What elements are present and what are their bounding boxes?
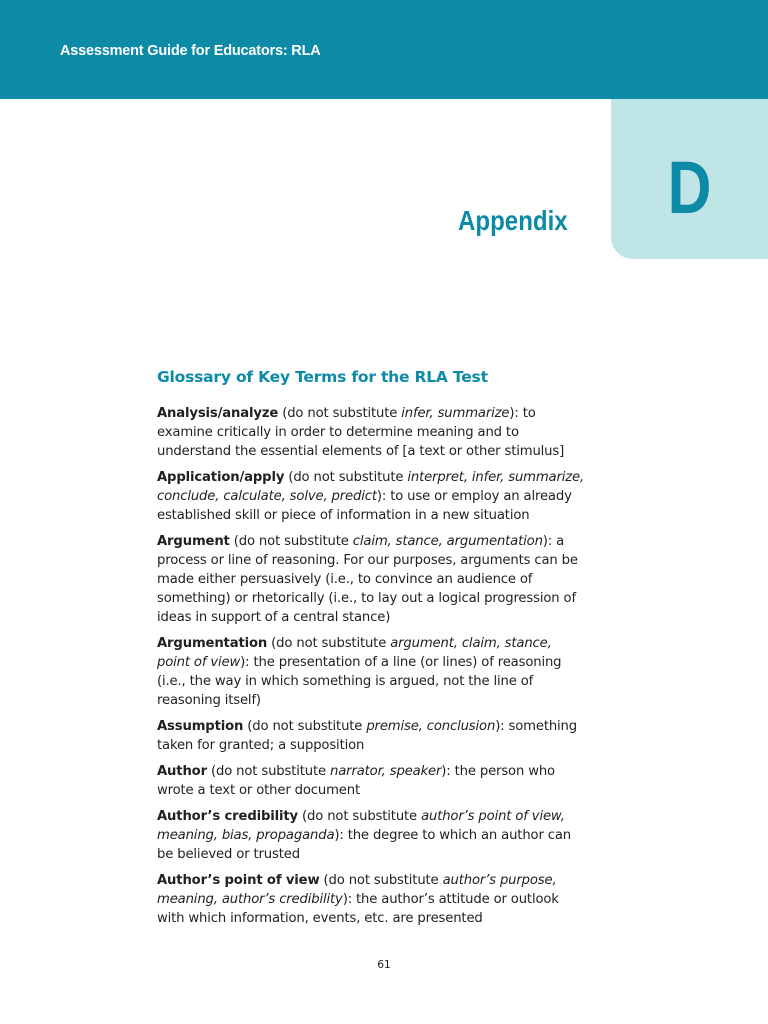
glossary-heading: Glossary of Key Terms for the RLA Test (157, 368, 488, 386)
glossary-definition: ): the author’s attitude or outlook with which information, events, etc. are presented (157, 892, 559, 926)
glossary-entry (157, 871, 587, 928)
glossary-term: Author (157, 764, 207, 779)
glossary-substitutes: premise, conclusion (366, 719, 496, 734)
glossary-term: Argumentation (157, 636, 268, 651)
glossary-term: Author’s point of view (157, 873, 320, 888)
glossary-definition: ): to examine critically in order to determine meaning and to understand the essential elements of [a text or other stimulus] (157, 406, 565, 459)
glossary-definition: ): something taken for granted; a supposition (157, 719, 577, 753)
glossary-definition: ): a process or line of reasoning. For our purposes, arguments can be made either persuasively (i.e., to convince an audience of something) or rhetorically (i.e., to lay out a logical progression of ideas in support of a central stance) (157, 534, 578, 625)
glossary-substitutes: narrator, speaker (330, 764, 442, 779)
glossary-prefix: (do not substitute (278, 406, 402, 421)
glossary-prefix: (do not substitute (297, 809, 422, 824)
glossary-substitutes: claim, stance, argumentation (352, 534, 543, 549)
appendix-letter: D (667, 146, 712, 229)
glossary-definition: ): the degree to which an author can be believed or trusted (157, 828, 572, 862)
glossary-prefix: (do not substitute (243, 719, 367, 734)
glossary-substitutes: author’s point of view, meaning, bias, propaganda (157, 809, 565, 843)
glossary-entry (157, 468, 587, 525)
page-number: 61 (377, 959, 391, 971)
glossary-term: Assumption (157, 719, 244, 734)
glossary-entry (157, 532, 587, 627)
glossary-entry (157, 634, 587, 710)
glossary-definition: ): to use or employ an already established skill or piece of information in a new situation (157, 489, 572, 523)
glossary-term: Application/apply (157, 470, 285, 485)
appendix-title: Appendix (458, 205, 568, 236)
glossary-prefix: (do not substitute (206, 764, 331, 779)
glossary-entry (157, 717, 587, 755)
appendix-tab (611, 99, 768, 259)
glossary-definition: ): the person who wrote a text or other document (157, 764, 555, 798)
glossary-entry (157, 762, 587, 800)
glossary-substitutes: argument, claim, stance, point of view (157, 636, 552, 670)
glossary-prefix: (do not substitute (284, 470, 408, 485)
glossary-substitutes: author’s purpose, meaning, author’s credibility (157, 873, 557, 907)
glossary-prefix: (do not substitute (319, 873, 443, 888)
document-title: Assessment Guide for Educators: RLA (60, 43, 321, 59)
glossary-term: Analysis/analyze (157, 406, 279, 421)
glossary-prefix: (do not substitute (267, 636, 391, 651)
glossary-substitutes: infer, summarize (401, 406, 510, 421)
glossary-term: Argument (157, 534, 230, 549)
glossary-entry (157, 404, 587, 461)
glossary-term: Author’s credibility (157, 809, 298, 824)
glossary-substitutes: interpret, infer, summarize, conclude, calculate, solve, predict (157, 470, 585, 504)
header-band (0, 0, 768, 99)
glossary-list (157, 404, 587, 935)
glossary-prefix: (do not substitute (229, 534, 353, 549)
glossary-definition: ): the presentation of a line (or lines) of reasoning (i.e., the way in which something is argued, not the line of reasoning itself) (157, 655, 562, 708)
glossary-entry (157, 807, 587, 864)
